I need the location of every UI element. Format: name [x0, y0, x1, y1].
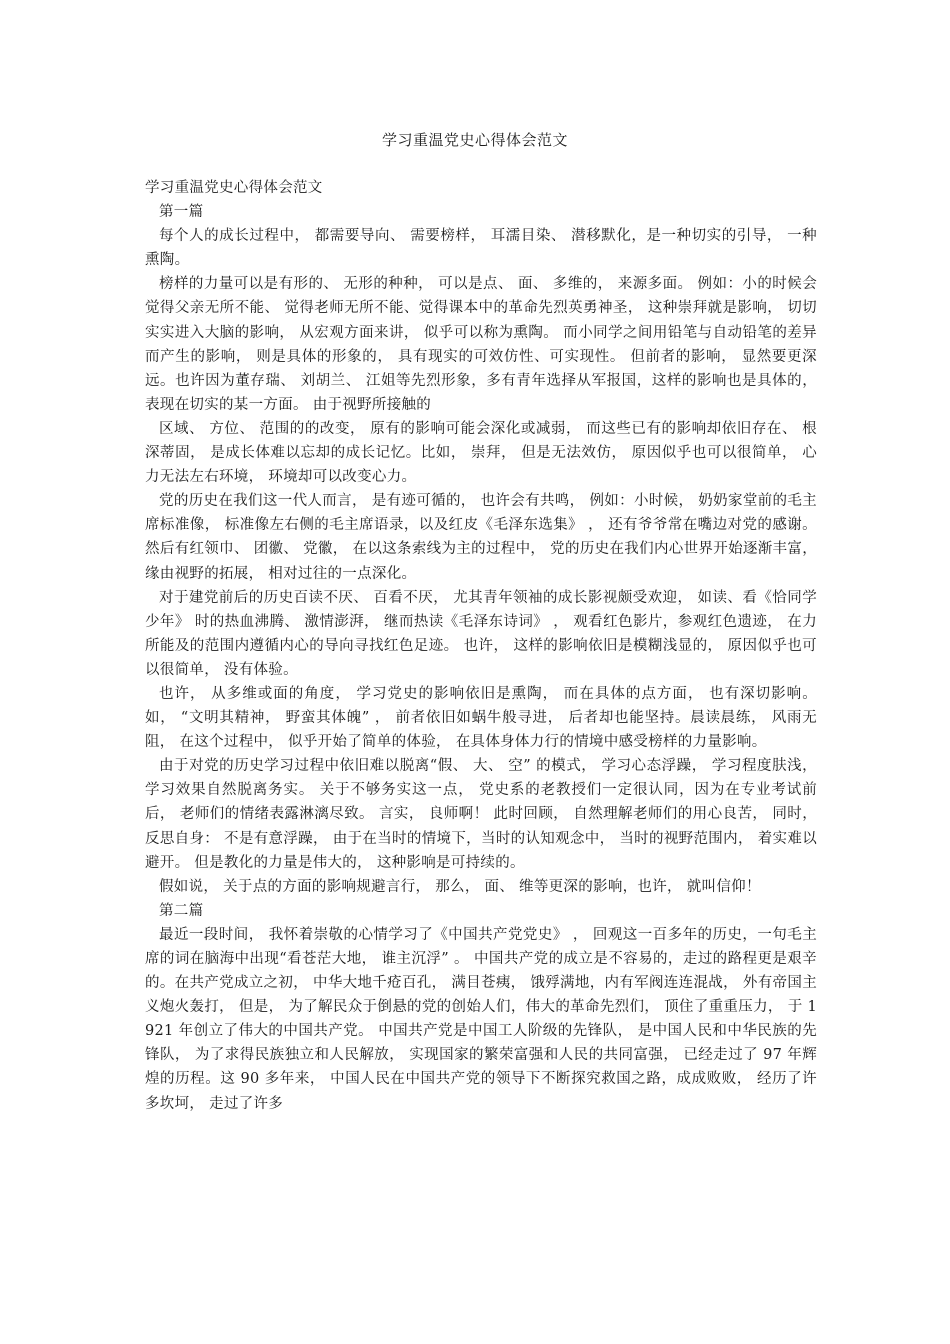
paragraph-9: 最近一段时间， 我怀着崇敬的心情学习了《中国共产党党史》 ， 回观这一百多年的历史，一句毛主席的词在脑海中出现“看苍茫大地， 谁主沉浮” 。 中国共产党的成立是不容易的，走过的路程更是艰辛的。在共产党成立之初， 中华大地千疮百孔， 满目苍痍， 饿殍满地，内有军阀连连混战， 外有帝国主义炮火轰打， 但是， 为了解民众于倒悬的党的创始人们，伟大的革命先烈们， 顶住了重重压力， 于 1 921 年创立了伟大的中国共产党。 中国共产党是中国工人阶级的先锋队， 是中国人民和中华民族的先锋队， 为了求得民族独立和人民解放， 实现国家的繁荣富强和人民的共同富强， 已经走过了 97 年辉煌的历程。这 90 多年来， 中国人民在中国共产党的领导下不断探究救国之路，成成败败， 经历了许多坎坷， 走过了许多	[145, 926, 817, 1112]
document-body	[145, 176, 817, 1116]
paragraph-2: 榜样的力量可以是有形的、 无形的种种， 可以是点、 面、 多维的， 来源多面。 例如：小的时候会觉得父亲无所不能、 觉得老师无所不能、觉得课本中的革命先烈英勇神圣， 这种崇拜就是影响， 切切实实进入大脑的影响， 从宏观方面来讲， 似乎可以称为熏陶。 而小同学之间用铅笔与自动铅笔的差异而产生的影响， 则是具体的形象的， 具有现实的可效仿性、可实现性。 但前者的影响， 显然要更深远。也许因为董存瑞、 刘胡兰、 江姐等先烈形象，多有青年选择从军报国，这样的影响也是具体的， 表现在切实的某一方面。 由于视野所接触的	[145, 276, 817, 413]
section-heading-2: 第二篇	[159, 902, 204, 919]
paragraph-7: 由于对党的历史学习过程中依旧难以脱离“假、 大、 空” 的模式， 学习心态浮躁， 学习程度肤浅， 学习效果自然脱离务实。 关于不够务实这一点， 党史系的老教授们一定很认同，因为在专业考试前后， 老师们的情绪表露淋漓尽致。 言实， 良师啊！ 此时回顾， 自然理解老师们的用心良苦， 同时， 反思自身： 不是有意浮躁， 由于在当时的情境下，当时的认知观念中， 当时的视野范围内， 着实难以避开。 但是教化的力量是伟大的， 这种影响是可持续的。	[145, 758, 817, 871]
paragraph-6: 也许， 从多维或面的角度， 学习党史的影响依旧是熏陶， 而在具体的点方面， 也有深切影响。 如， “文明其精神， 野蛮其体魄” ， 前者依旧如蜗牛般寻进， 后者却也能坚持。晨读晨练， 风雨无阻， 在这个过程中， 似乎开始了简单的体验， 在具体身体力行的情境中感受榜样的力量影响。	[145, 685, 817, 751]
document-title: 学习重温党史心得体会范文	[381, 131, 568, 149]
paragraph-4: 党的历史在我们这一代人而言， 是有迹可循的， 也许会有共鸣， 例如：小时候， 奶奶家堂前的毛主席标准像， 标准像左右侧的毛主席语录，以及红皮《毛泽东选集》 ， 还有爷爷常在嘴边对党的感谢。 然后有红领巾、 团徽、 党徽， 在以这条索线为主的过程中， 党的历史在我们内心世界开始逐渐丰富， 缘由视野的拓展， 相对过往的一点深化。	[145, 493, 817, 582]
paragraph-1: 每个人的成长过程中， 都需要导向、 需要榜样， 耳濡目染、 潜移默化，是一种切实的引导， 一种熏陶。	[145, 228, 817, 269]
paragraph-5: 对于建党前后的历史百读不厌、 百看不厌， 尤其青年领袖的成长影视颇受欢迎， 如读、看《恰同学少年》 时的热血沸腾、 激情澎湃， 继而热读《毛泽东诗词》 ， 观看红色影片，参观红色遗迹， 在力所能及的范围内遵循内心的导向寻找红色足迹。 也许， 这样的影响依旧是模糊浅显的， 原因似乎也可以很简单， 没有体验。	[145, 589, 817, 678]
paragraph-3: 区域、 方位、 范围的的改变， 原有的影响可能会深化或减弱， 而这些已有的影响却依旧存在、 根深蒂固， 是成长体难以忘却的成长记忆。比如， 崇拜， 但是无法效仿， 原因似乎也可以很简单， 心力无法左右环境， 环境却可以改变心力。	[145, 420, 817, 486]
paragraph-8: 假如说， 关于点的方面的影响规避言行， 那么， 面、 维等更深的影响，也许， 就叫信仰！	[159, 878, 761, 895]
section-heading-1: 第一篇	[159, 204, 204, 221]
document-subtitle: 学习重温党史心得体会范文	[145, 180, 323, 196]
